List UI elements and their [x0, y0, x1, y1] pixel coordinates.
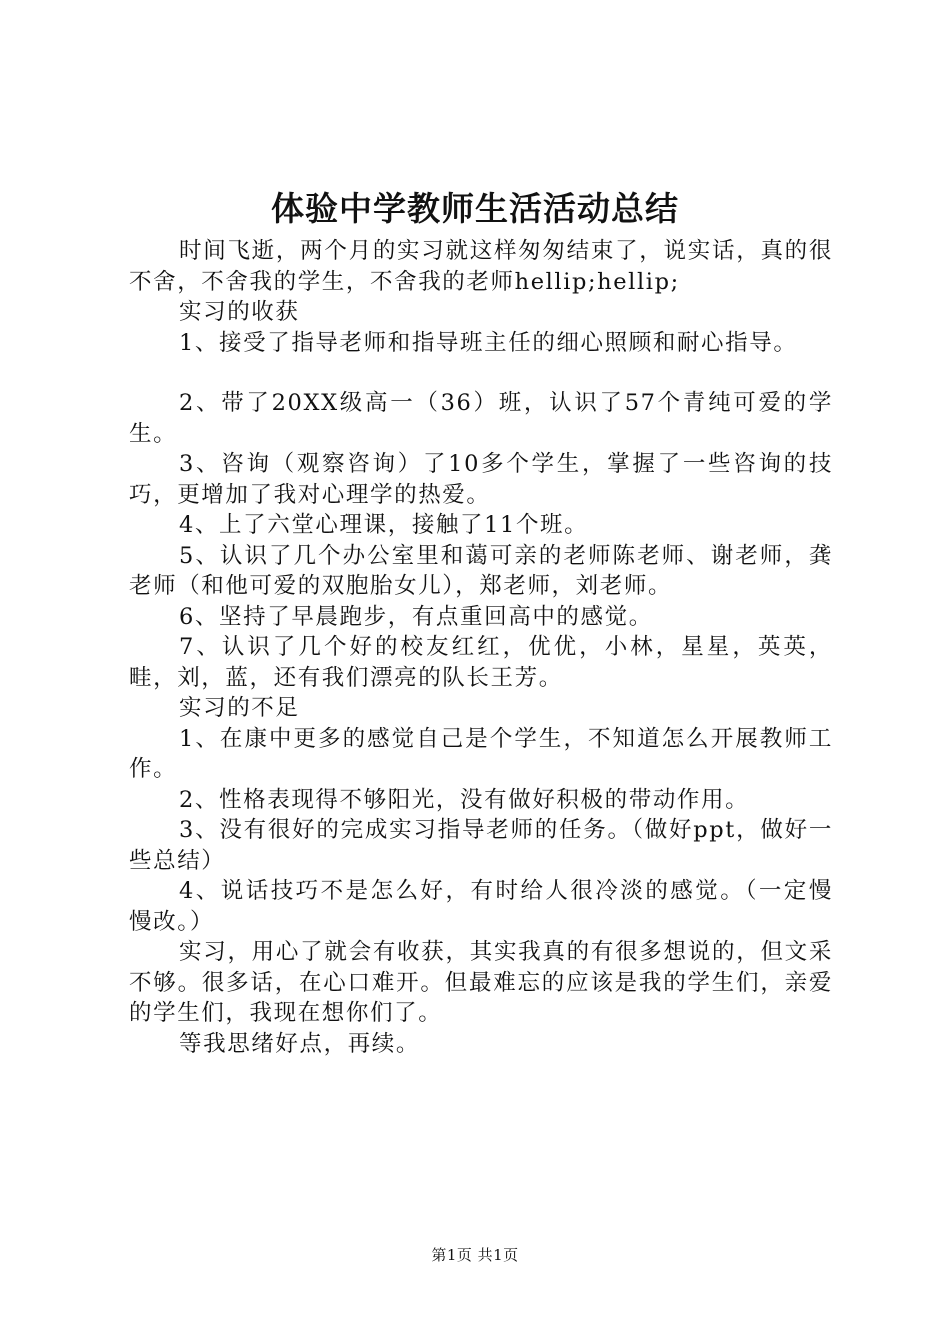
gain-item-4: 4、上了六堂心理课，接触了11个班。: [179, 512, 589, 538]
gain-item-7: 7、认识了几个好的校友红红，优优，小林，星星，英英，畦，刘，蓝，还有我们漂亮的队长王芳。: [129, 634, 833, 691]
section-heading-shortcomings: 实习的不足: [179, 695, 300, 721]
shortcoming-item-2: 2、性格表现得不够阳光，没有做好积极的带动作用。: [179, 786, 750, 813]
gain-item-1: 1、接受了指导老师和指导班主任的细心照顾和耐心指导。: [179, 329, 798, 356]
gain-item-5: 5、认识了几个办公室里和蔼可亲的老师陈老师、谢老师，龚老师（和他可爱的双胞胎女儿），郑老师，刘老师。: [129, 542, 833, 599]
section-heading-gains: 实习的收获: [179, 299, 300, 325]
shortcoming-item-3: 3、没有很好的完成实习指导老师的任务。（做好ppt，做好一些总结）: [129, 817, 833, 874]
gain-item-2: 2、带了20XX级高一（36）班，认识了57个青纯可爱的学生。: [129, 390, 833, 447]
paragraph-intro: 时间飞逝，两个月的实习就这样匆匆结束了，说实话，真的很不舍，不舍我的学生，不舍我的老师hellip;hellip;: [129, 238, 833, 295]
paragraph-closing: 等我思绪好点，再续。: [179, 1030, 421, 1057]
gain-item-6: 6、坚持了早晨跑步，有点重回高中的感觉。: [179, 603, 653, 630]
document-body: [129, 236, 833, 1059]
shortcoming-item-4: 4、说话技巧不是怎么好，有时给人很冷淡的感觉。（一定慢慢改。）: [129, 878, 833, 935]
page-footer: 第1页 共1页: [431, 1246, 519, 1264]
paragraph-conclusion: 实习，用心了就会有收获，其实我真的有很多想说的，但文采不够。很多话，在心口难开。但最难忘的应该是我的学生们，亲爱的学生们，我现在想你们了。: [129, 939, 833, 1026]
gain-item-3: 3、咨询（观察咨询）了10多个学生，掌握了一些咨询的技巧，更增加了我对心理学的热爱。: [129, 451, 833, 508]
shortcoming-item-1: 1、在康中更多的感觉自己是个学生，不知道怎么开展教师工作。: [129, 725, 833, 782]
document-title: 体验中学教师生活活动总结: [271, 189, 679, 228]
